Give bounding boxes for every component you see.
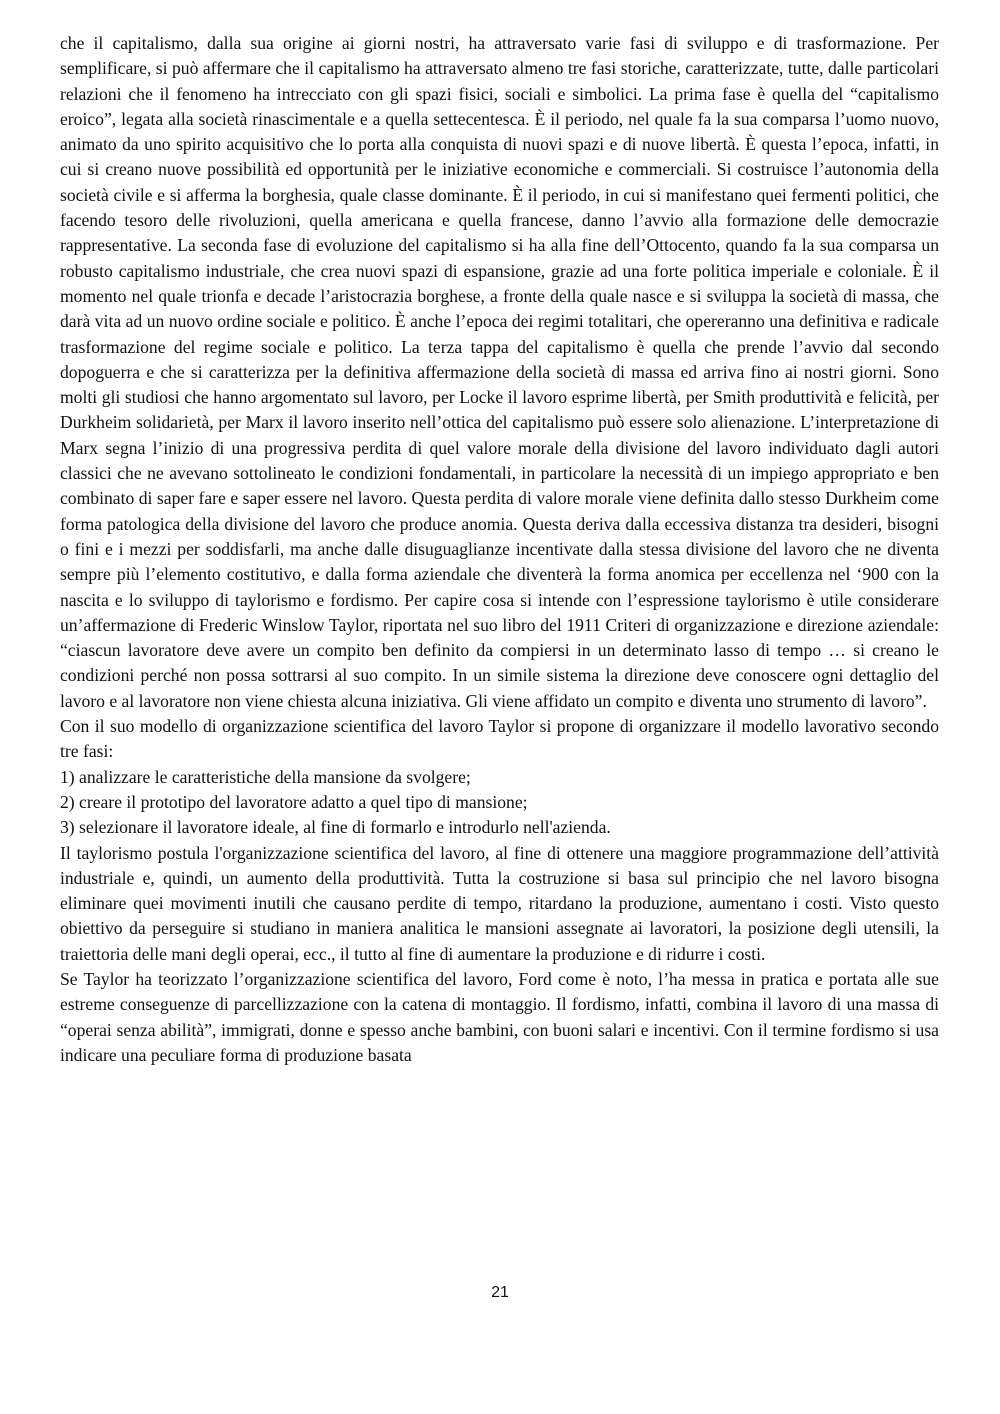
paragraph-taylor-model-intro: Con il suo modello di organizzazione scientifica del lavoro Taylor si propone di organizzare il modello lavorativo secondo tre fasi:: [60, 716, 939, 762]
page-body: [60, 31, 939, 1068]
page-number: 21: [491, 1284, 509, 1301]
paragraph-capitalism-phases: che il capitalismo, dalla sua origine ai giorni nostri, ha attraversato varie fasi di sviluppo e di trasformazione. Per semplificare, si può affermare che il capitalismo ha attraversato almeno tre fasi storiche, caratterizzate, tutte, dalle particolari relazioni che il fenomeno ha intrecciato con gli spazi fisici, sociali e simbolici. La prima fase è quella del “capitalismo eroico”, legata alla società rinascimentale e a quella settecentesca. È il periodo, nel quale fa la sua comparsa l’uomo nuovo, animato da uno spirito acquisitivo che lo porta alla conquista di nuovi spazi e di nuove libertà. È questa l’epoca, infatti, in cui si creano nuove possibilità ed opportunità per le iniziative economiche e commerciali. Si costruisce l’autonomia della società civile e si afferma la borghesia, quale classe dominante. È il periodo, in cui si manifestano quei fermenti politici, che facendo tesoro delle rivoluzioni, quella americana e quella francese, danno l’avvio alla formazione delle democrazie rappresentative. La seconda fase di evoluzione del capitalismo si ha alla fine dell’Ottocento, quando fa la sua comparsa un robusto capitalismo industriale, che crea nuovi spazi di espansione, grazie ad una forte politica imperiale e coloniale. È il momento nel quale trionfa e decade l’aristocrazia borghese, a fronte della quale nasce e si sviluppa la società di massa, che darà vita ad un nuovo ordine sociale e politico. È anche l’epoca dei regimi totalitari, che opereranno una definitiva e radicale trasformazione del regime sociale e politico. La terza tappa del capitalismo è quella che prende l’avvio dal secondo dopoguerra e che si caratterizza per la definitiva affermazione della società di massa ed arriva fino ai nostri giorni. Sono molti gli studiosi che hanno argomentato sul lavoro, per Locke il lavoro esprime libertà, per Smith produttività e felicità, per Durkheim solidarietà, per Marx il lavoro inserito nell’ottica del capitalismo può essere solo alienazione. L’interpretazione di Marx segna l’inizio di una progressiva perdita di quel valore morale della divisione del lavoro individuato dagli autori classici che ne avevano sottolineato le condizioni fondamentali, in particolare la necessità di un impiego appropriato e ben combinato di saper fare e saper essere nel lavoro. Questa perdita di valore morale viene definita dallo stesso Durkheim come forma patologica della divisione del lavoro che produce anomia. Questa deriva dalla eccessiva distanza tra desideri, bisogni o fini e i mezzi per soddisfarli, ma anche dalle disuguaglianze incentivate dalla stessa divisione del lavoro che ne diventa sempre più l’elemento costitutivo, e dalla forma aziendale che diventerà la forma anomica per eccellenza nel ‘900 con la nascita e lo sviluppo di taylorismo e fordismo. Per capire cosa si intende con l’espressione taylorismo è utile considerare un’affermazione di Frederic Winslow Taylor, riportata nel suo libro del 1911 Criteri di organizzazione e direzione aziendale: “ciascun lavoratore deve avere un compito ben definito da compiersi in un determinato lasso di tempo … si creano le condizioni perché non possa sottrarsi al suo compito. In un simile sistema la direzione deve conoscere ogni dettaglio del lavoro e al lavoratore non viene chiesta alcuna iniziativa. Gli viene affidato un compito e diventa uno strumento di lavoro”.: [60, 33, 939, 711]
paragraph-taylorism: Il taylorismo postula l'organizzazione scientifica del lavoro, al fine di ottenere una maggiore programmazione dell’attività industriale e, quindi, un aumento della produttività. Tutta la costruzione si basa sul principio che nel lavoro bisogna eliminare quei movimenti inutili che causano perdite di tempo, ritardano la produzione, aumentano i costi. Visto questo obiettivo da perseguire si studiano in maniera analitica le mansioni assegnate ai lavoratori, la posizione degli utensili, la traiettoria delle mani degli operai, ecc., il tutto al fine di aumentare la produzione e di ridurre i costi.: [60, 842, 939, 964]
list-item-phase-2: 2) creare il prototipo del lavoratore adatto a quel tipo di mansione;: [60, 791, 528, 812]
list-item-phase-1: 1) analizzare le caratteristiche della mansione da svolgere;: [60, 766, 471, 787]
paragraph-fordism: Se Taylor ha teorizzato l’organizzazione scientifica del lavoro, Ford come è noto, l’ha messa in pratica e portata alle sue estreme conseguenze di parcellizzazione con la catena di montaggio. Il fordismo, infatti, combina il lavoro di una massa di “operai senza abilità”, immigrati, donne e spesso anche bambini, con buoni salari e incentivi. Con il termine fordismo si usa indicare una peculiare forma di produzione basata: [60, 968, 939, 1065]
list-item-phase-3: 3) selezionare il lavoratore ideale, al fine di formarlo e introdurlo nell'azienda.: [60, 817, 611, 838]
